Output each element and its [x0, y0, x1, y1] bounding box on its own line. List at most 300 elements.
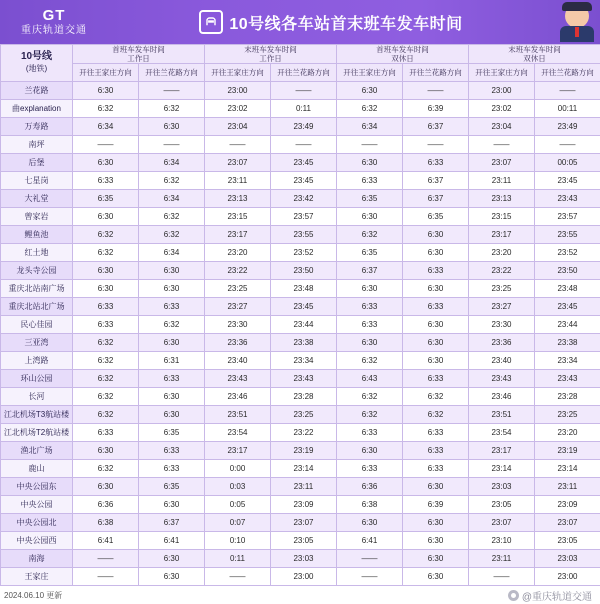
time-cell: 6:36 — [337, 478, 403, 496]
time-cell: —— — [139, 82, 205, 100]
header-row-columns — [1, 64, 600, 82]
brand-logo — [0, 0, 108, 44]
time-cell: 23:25 — [205, 280, 271, 298]
time-cell: 6:37 — [337, 262, 403, 280]
time-cell: 23:40 — [469, 352, 535, 370]
time-cell: 0:07 — [205, 514, 271, 532]
time-cell: 6:32 — [73, 388, 139, 406]
column-header-0: 开往王家庄方向 — [73, 64, 139, 82]
time-cell: 23:03 — [271, 550, 337, 568]
time-cell: 23:20 — [469, 244, 535, 262]
station-name-cell: 中央公园 — [1, 496, 73, 514]
time-cell: 6:32 — [139, 316, 205, 334]
time-cell: 6:30 — [139, 568, 205, 586]
time-cell: 23:14 — [271, 460, 337, 478]
time-cell: 6:30 — [139, 550, 205, 568]
time-cell: 23:45 — [271, 298, 337, 316]
time-cell: 6:32 — [73, 226, 139, 244]
time-cell: 6:41 — [139, 532, 205, 550]
time-cell: 6:32 — [337, 406, 403, 424]
time-cell: 6:32 — [73, 334, 139, 352]
time-cell: 6:39 — [403, 100, 469, 118]
time-cell: 6:30 — [73, 478, 139, 496]
time-cell: 23:00 — [271, 568, 337, 586]
time-cell: 6:30 — [337, 442, 403, 460]
time-cell: 6:30 — [403, 514, 469, 532]
weibo-handle: @重庆轨道交通 — [522, 588, 592, 603]
time-cell: 6:30 — [403, 280, 469, 298]
time-cell: 23:43 — [535, 190, 600, 208]
column-header-2: 开往王家庄方向 — [205, 64, 271, 82]
time-cell: 23:00 — [535, 568, 600, 586]
time-cell: 23:17 — [205, 442, 271, 460]
timetable-head — [1, 45, 600, 82]
time-cell: 6:33 — [139, 442, 205, 460]
time-cell: 23:45 — [271, 154, 337, 172]
time-cell: —— — [73, 136, 139, 154]
time-cell: 6:32 — [73, 352, 139, 370]
time-cell: 6:38 — [337, 496, 403, 514]
station-name-cell: 曾家岩 — [1, 208, 73, 226]
time-cell: —— — [205, 136, 271, 154]
weibo-icon — [508, 590, 519, 601]
station-name-cell: 曲explanation — [1, 100, 73, 118]
table-row — [1, 154, 600, 172]
time-cell: 6:30 — [337, 154, 403, 172]
time-cell: 23:36 — [205, 334, 271, 352]
time-cell: 0:03 — [205, 478, 271, 496]
table-row — [1, 334, 600, 352]
time-cell: 23:07 — [535, 514, 600, 532]
group-header-2: 首班车发车时间 双休日 — [337, 45, 469, 64]
time-cell: 23:13 — [469, 190, 535, 208]
table-row — [1, 424, 600, 442]
time-cell: 23:45 — [535, 298, 600, 316]
time-cell: 6:33 — [403, 442, 469, 460]
time-cell: 6:30 — [139, 118, 205, 136]
time-cell: 23:20 — [205, 244, 271, 262]
time-cell: 23:07 — [271, 514, 337, 532]
station-name-cell: 后堡 — [1, 154, 73, 172]
time-cell: 23:07 — [469, 514, 535, 532]
time-cell: 23:07 — [469, 154, 535, 172]
table-row — [1, 100, 600, 118]
time-cell: 6:31 — [139, 352, 205, 370]
time-cell: 23:22 — [271, 424, 337, 442]
time-cell: 0:00 — [205, 460, 271, 478]
time-cell: —— — [403, 82, 469, 100]
station-header-sub: (地铁) — [1, 63, 72, 75]
table-row — [1, 298, 600, 316]
time-cell: 23:25 — [469, 280, 535, 298]
column-header-3: 开往兰花路方向 — [271, 64, 337, 82]
time-cell: 6:30 — [73, 280, 139, 298]
station-name-cell: 南坪 — [1, 136, 73, 154]
time-cell: 6:32 — [73, 460, 139, 478]
time-cell: —— — [73, 550, 139, 568]
time-cell: 23:00 — [469, 82, 535, 100]
table-row — [1, 208, 600, 226]
time-cell: 6:32 — [73, 100, 139, 118]
time-cell: 23:46 — [205, 388, 271, 406]
time-cell: 23:11 — [271, 478, 337, 496]
table-row — [1, 460, 600, 478]
column-header-7: 开往兰花路方向 — [535, 64, 600, 82]
time-cell: 6:35 — [337, 190, 403, 208]
time-cell: 6:33 — [403, 154, 469, 172]
time-cell: 6:30 — [337, 208, 403, 226]
time-cell: 6:33 — [73, 424, 139, 442]
time-cell: 6:32 — [139, 226, 205, 244]
table-row — [1, 172, 600, 190]
time-cell: 6:30 — [139, 496, 205, 514]
table-row — [1, 118, 600, 136]
time-cell: 23:17 — [469, 442, 535, 460]
station-name-cell: 长河 — [1, 388, 73, 406]
time-cell: 23:54 — [469, 424, 535, 442]
time-cell: 23:19 — [535, 442, 600, 460]
time-cell: 23:45 — [271, 172, 337, 190]
column-header-5: 开往兰花路方向 — [403, 64, 469, 82]
time-cell: 23:05 — [535, 532, 600, 550]
time-cell: 6:32 — [139, 208, 205, 226]
table-row — [1, 82, 600, 100]
table-row — [1, 226, 600, 244]
time-cell: 23:02 — [205, 100, 271, 118]
time-cell: 6:32 — [403, 388, 469, 406]
time-cell: —— — [535, 82, 600, 100]
time-cell: 6:32 — [337, 388, 403, 406]
time-cell: 6:34 — [139, 154, 205, 172]
time-cell: 0:10 — [205, 532, 271, 550]
time-cell: 6:32 — [73, 370, 139, 388]
time-cell: —— — [337, 136, 403, 154]
time-cell: 23:20 — [535, 424, 600, 442]
time-cell: 23:03 — [469, 478, 535, 496]
time-cell: 6:30 — [337, 82, 403, 100]
station-name-cell: 大礼堂 — [1, 190, 73, 208]
time-cell: 6:30 — [73, 262, 139, 280]
page-header — [0, 0, 600, 44]
time-cell: 6:33 — [403, 298, 469, 316]
table-row — [1, 280, 600, 298]
time-cell: —— — [403, 136, 469, 154]
table-row — [1, 316, 600, 334]
station-name-cell: 重庆北站南广场 — [1, 280, 73, 298]
time-cell: 6:30 — [403, 352, 469, 370]
time-cell: 23:14 — [535, 460, 600, 478]
time-cell: 23:05 — [271, 532, 337, 550]
table-row — [1, 352, 600, 370]
time-cell: 6:41 — [73, 532, 139, 550]
time-cell: 6:34 — [139, 190, 205, 208]
time-cell: 23:00 — [205, 82, 271, 100]
time-cell: 23:28 — [535, 388, 600, 406]
time-cell: 6:32 — [337, 226, 403, 244]
time-cell: 6:30 — [403, 550, 469, 568]
time-cell: 6:33 — [337, 316, 403, 334]
station-name-cell: 七星岗 — [1, 172, 73, 190]
time-cell: 6:32 — [337, 100, 403, 118]
time-cell: 23:34 — [271, 352, 337, 370]
time-cell: 6:30 — [73, 442, 139, 460]
time-cell: 6:34 — [337, 118, 403, 136]
table-row — [1, 496, 600, 514]
time-cell: 6:33 — [73, 172, 139, 190]
time-cell: 6:33 — [403, 370, 469, 388]
time-cell: 6:30 — [73, 154, 139, 172]
time-cell: 6:39 — [403, 496, 469, 514]
time-cell: 6:33 — [403, 460, 469, 478]
time-cell: 23:11 — [535, 478, 600, 496]
table-row — [1, 532, 600, 550]
time-cell: 6:35 — [403, 208, 469, 226]
time-cell: —— — [469, 568, 535, 586]
time-cell: 6:30 — [403, 334, 469, 352]
time-cell: 6:33 — [139, 460, 205, 478]
weibo-credit — [508, 588, 592, 603]
station-name-cell: 兰花路 — [1, 82, 73, 100]
station-name-cell: 中央公园北 — [1, 514, 73, 532]
time-cell: 23:15 — [469, 208, 535, 226]
time-cell: 6:38 — [73, 514, 139, 532]
time-cell: 23:11 — [205, 172, 271, 190]
time-cell: 23:52 — [271, 244, 337, 262]
time-cell: 6:30 — [403, 478, 469, 496]
time-cell: 23:45 — [535, 172, 600, 190]
time-cell: —— — [535, 136, 600, 154]
time-cell: 6:33 — [403, 424, 469, 442]
time-cell: 6:33 — [337, 460, 403, 478]
time-cell: 6:34 — [139, 244, 205, 262]
time-cell: 6:30 — [337, 514, 403, 532]
time-cell: 23:25 — [271, 406, 337, 424]
time-cell: 23:50 — [535, 262, 600, 280]
station-name-cell: 红土地 — [1, 244, 73, 262]
table-row — [1, 370, 600, 388]
time-cell: 23:03 — [535, 550, 600, 568]
time-cell: 6:30 — [403, 226, 469, 244]
table-row — [1, 442, 600, 460]
time-cell: 6:32 — [403, 406, 469, 424]
station-name-cell: 中央公园西 — [1, 532, 73, 550]
station-header-main: 10号线 — [21, 51, 52, 62]
station-name-cell: 渔北广场 — [1, 442, 73, 460]
page-footer — [0, 586, 600, 604]
time-cell: 6:37 — [403, 172, 469, 190]
timetable — [0, 44, 600, 586]
time-cell: 23:52 — [535, 244, 600, 262]
time-cell: 6:30 — [403, 568, 469, 586]
time-cell: 6:43 — [337, 370, 403, 388]
station-column-header — [1, 45, 73, 82]
station-name-cell: 江北机场T3航站楼 — [1, 406, 73, 424]
table-row — [1, 388, 600, 406]
time-cell: 23:57 — [535, 208, 600, 226]
group-header-1: 末班车发车时间 工作日 — [205, 45, 337, 64]
time-cell: 6:32 — [73, 244, 139, 262]
time-cell: 23:22 — [469, 262, 535, 280]
time-cell: 23:19 — [271, 442, 337, 460]
time-cell: 0:05 — [205, 496, 271, 514]
metro-icon — [199, 10, 223, 34]
time-cell: 6:30 — [337, 280, 403, 298]
time-cell: 23:17 — [469, 226, 535, 244]
time-cell: 6:32 — [139, 172, 205, 190]
station-name-cell: 鲤鱼池 — [1, 226, 73, 244]
time-cell: 6:34 — [73, 118, 139, 136]
time-cell: —— — [73, 568, 139, 586]
time-cell: 0:11 — [271, 100, 337, 118]
time-cell: —— — [271, 82, 337, 100]
station-name-cell: 万寿路 — [1, 118, 73, 136]
time-cell: 23:15 — [205, 208, 271, 226]
time-cell: 6:33 — [139, 298, 205, 316]
time-cell: 23:54 — [205, 424, 271, 442]
time-cell: 23:17 — [205, 226, 271, 244]
time-cell: 6:36 — [73, 496, 139, 514]
station-name-cell: 鹿山 — [1, 460, 73, 478]
table-row — [1, 262, 600, 280]
time-cell: 6:33 — [337, 172, 403, 190]
time-cell: 23:55 — [535, 226, 600, 244]
time-cell: 23:27 — [205, 298, 271, 316]
station-name-cell: 民心佳园 — [1, 316, 73, 334]
time-cell: 23:13 — [205, 190, 271, 208]
title-block — [108, 10, 554, 34]
station-name-cell: 龙头寺公园 — [1, 262, 73, 280]
time-cell: 23:49 — [535, 118, 600, 136]
time-cell: —— — [271, 136, 337, 154]
time-cell: 23:40 — [205, 352, 271, 370]
staff-avatar-icon — [554, 0, 600, 44]
time-cell: 23:09 — [271, 496, 337, 514]
time-cell: 6:33 — [337, 424, 403, 442]
time-cell: 6:33 — [337, 298, 403, 316]
column-header-1: 开往兰花路方向 — [139, 64, 205, 82]
table-row — [1, 190, 600, 208]
header-row-group — [1, 45, 600, 64]
time-cell: 23:04 — [205, 118, 271, 136]
column-header-6: 开往王家庄方向 — [469, 64, 535, 82]
time-cell: 23:42 — [271, 190, 337, 208]
time-cell: 6:30 — [403, 244, 469, 262]
time-cell: —— — [205, 568, 271, 586]
time-cell: 23:04 — [469, 118, 535, 136]
time-cell: 6:33 — [73, 316, 139, 334]
time-cell: 23:43 — [271, 370, 337, 388]
time-cell: 23:38 — [535, 334, 600, 352]
station-name-cell: 环山公园 — [1, 370, 73, 388]
time-cell: 6:32 — [73, 406, 139, 424]
station-name-cell: 上湾路 — [1, 352, 73, 370]
timetable-body — [1, 82, 600, 586]
table-row — [1, 136, 600, 154]
time-cell: 23:43 — [205, 370, 271, 388]
station-name-cell: 南海 — [1, 550, 73, 568]
table-row — [1, 514, 600, 532]
time-cell: 23:28 — [271, 388, 337, 406]
time-cell: 23:27 — [469, 298, 535, 316]
time-cell: 23:36 — [469, 334, 535, 352]
time-cell: 6:30 — [403, 532, 469, 550]
time-cell: 6:33 — [403, 262, 469, 280]
time-cell: 23:43 — [535, 370, 600, 388]
time-cell: 23:34 — [535, 352, 600, 370]
time-cell: 6:30 — [73, 208, 139, 226]
updated-date: 2024.06.10 更新 — [0, 590, 62, 601]
time-cell: —— — [139, 136, 205, 154]
time-cell: 6:35 — [139, 478, 205, 496]
time-cell: 6:32 — [337, 352, 403, 370]
time-cell: 6:30 — [73, 82, 139, 100]
time-cell: 23:07 — [205, 154, 271, 172]
table-row — [1, 406, 600, 424]
time-cell: 23:43 — [469, 370, 535, 388]
station-name-cell: 重庆北站北广场 — [1, 298, 73, 316]
time-cell: 6:37 — [403, 190, 469, 208]
table-row — [1, 568, 600, 586]
time-cell: —— — [337, 550, 403, 568]
logo-mark: GT — [43, 8, 66, 23]
time-cell: 00:11 — [535, 100, 600, 118]
station-name-cell: 江北机场T2航站楼 — [1, 424, 73, 442]
time-cell: —— — [337, 568, 403, 586]
time-cell: 6:30 — [337, 334, 403, 352]
time-cell: 23:14 — [469, 460, 535, 478]
time-cell: 23:02 — [469, 100, 535, 118]
time-cell: 23:46 — [469, 388, 535, 406]
time-cell: 00:05 — [535, 154, 600, 172]
time-cell: 23:48 — [271, 280, 337, 298]
time-cell: 23:30 — [205, 316, 271, 334]
time-cell: 6:37 — [403, 118, 469, 136]
time-cell: 23:49 — [271, 118, 337, 136]
table-row — [1, 478, 600, 496]
time-cell: 23:57 — [271, 208, 337, 226]
time-cell: 23:05 — [469, 496, 535, 514]
table-row — [1, 550, 600, 568]
time-cell: 6:30 — [139, 262, 205, 280]
time-cell: 6:33 — [73, 298, 139, 316]
time-cell: 23:44 — [535, 316, 600, 334]
time-cell: 23:50 — [271, 262, 337, 280]
time-cell: 23:48 — [535, 280, 600, 298]
time-cell: 23:09 — [535, 496, 600, 514]
time-cell: 6:30 — [403, 316, 469, 334]
time-cell: 6:35 — [337, 244, 403, 262]
time-cell: 6:35 — [73, 190, 139, 208]
time-cell: 23:10 — [469, 532, 535, 550]
time-cell: 6:30 — [139, 388, 205, 406]
group-header-0: 首班车发车时间 工作日 — [73, 45, 205, 64]
time-cell: 23:55 — [271, 226, 337, 244]
time-cell: 23:11 — [469, 550, 535, 568]
time-cell: 6:32 — [139, 100, 205, 118]
station-name-cell: 王家庄 — [1, 568, 73, 586]
time-cell: 6:35 — [139, 424, 205, 442]
table-row — [1, 244, 600, 262]
time-cell: 6:41 — [337, 532, 403, 550]
group-header-3: 末班车发车时间 双休日 — [469, 45, 600, 64]
time-cell: 6:30 — [139, 280, 205, 298]
time-cell: 23:51 — [205, 406, 271, 424]
time-cell: 23:30 — [469, 316, 535, 334]
time-cell: 23:11 — [469, 172, 535, 190]
time-cell: 23:38 — [271, 334, 337, 352]
time-cell: 0:11 — [205, 550, 271, 568]
time-cell: —— — [469, 136, 535, 154]
